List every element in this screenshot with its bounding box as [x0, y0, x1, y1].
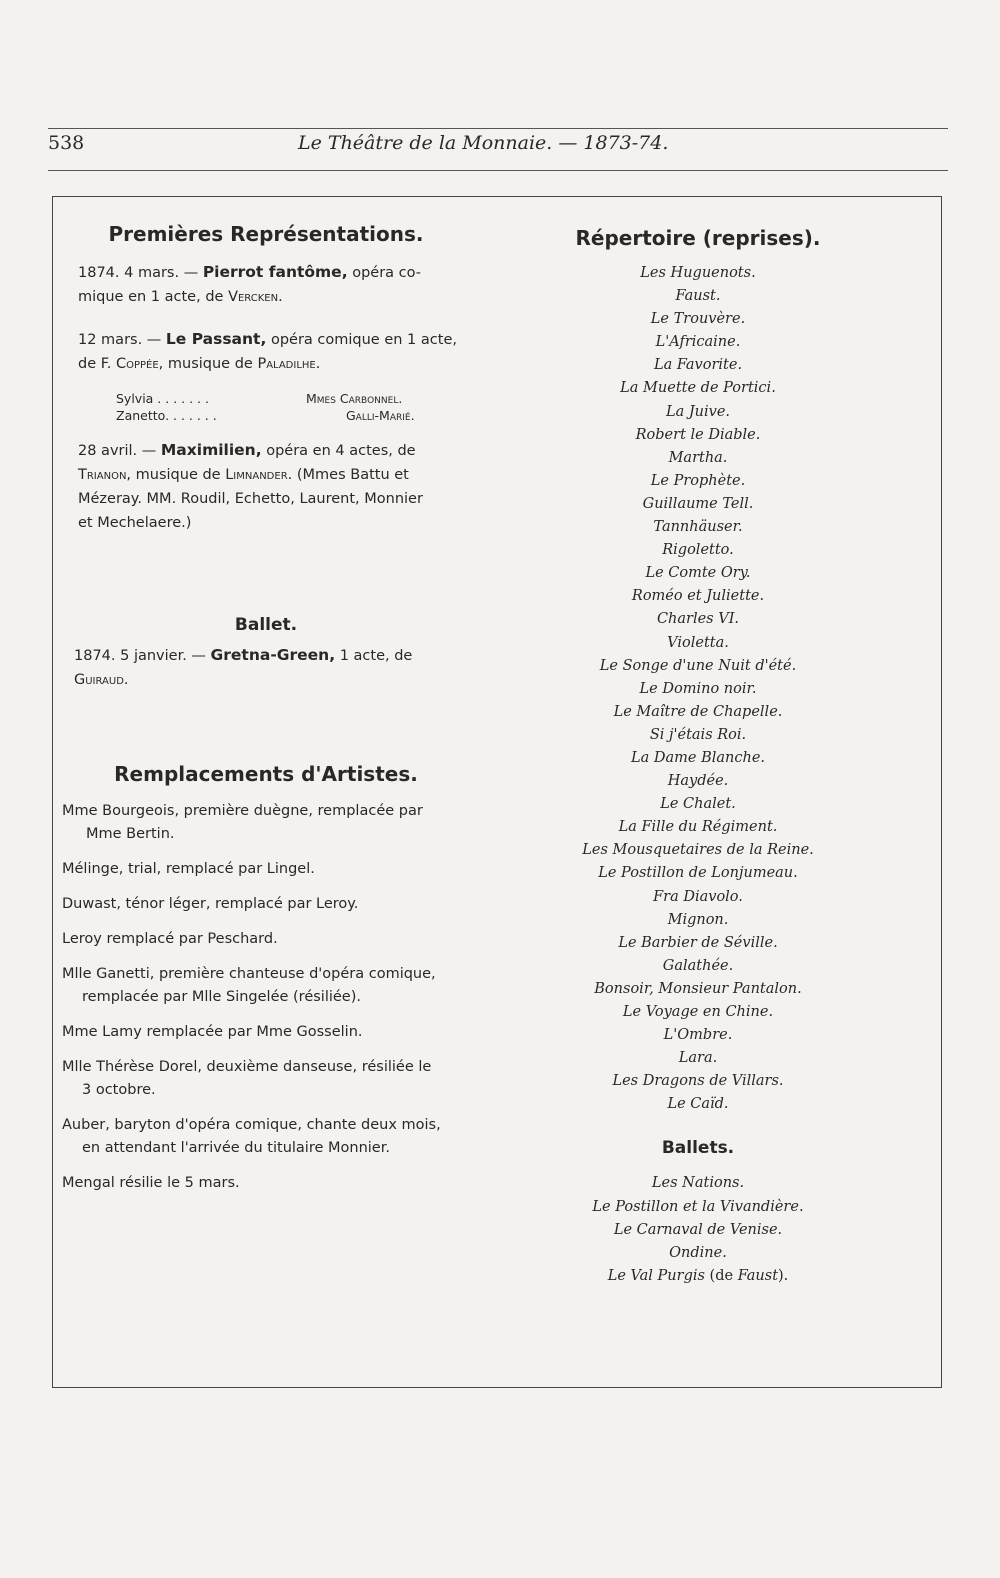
- repertoire-item: Le Voyage en Chine.: [622, 1004, 774, 1020]
- premieres-title: Premières Représentations.: [108, 222, 424, 246]
- ballets-item: Ondine.: [669, 1244, 727, 1261]
- repertoire-item: Les Huguenots.: [640, 265, 756, 281]
- repertoire-item: Le Comte Ory.: [645, 565, 751, 582]
- repertoire-item: Le Postillon de Lonjumeau.: [598, 865, 798, 882]
- remplacement-item: Mengal résilie le 5 mars.: [62, 1175, 240, 1191]
- ballets-item-last: Le Val Purgis (de Faust).: [607, 1267, 789, 1284]
- repertoire-title: Répertoire (reprises).: [575, 226, 821, 250]
- premiere-entry-3: 28 avril. — Maximilien, opéra en 4 actes, de Trianon, musique de Limnander. (Mmes Battu et Mézeray. MM. Roudil, Echetto, Laurent, Monnier et Mechelaere.): [78, 441, 423, 531]
- repertoire-item: Galathée.: [662, 957, 734, 974]
- remplacement-item: Mme Lamy remplacée par Mme Gosselin.: [62, 1024, 363, 1040]
- repertoire-item: Faust.: [675, 288, 721, 305]
- repertoire-item: Le Songe d'une Nuit d'été.: [599, 657, 797, 674]
- repertoire-item: Les Dragons de Villars.: [612, 1073, 784, 1090]
- repertoire-item: Le Chalet.: [660, 796, 736, 813]
- remplacement-item: Leroy remplacé par Peschard.: [62, 931, 278, 947]
- repertoire-item: L'Africaine.: [655, 334, 741, 351]
- repertoire-item: La Dame Blanche.: [630, 749, 766, 766]
- running-title: Le Théâtre de la Monnaie. — 1873-74.: [298, 132, 669, 154]
- repertoire-item: Haydée.: [667, 773, 729, 790]
- ballets-title: Ballets.: [661, 1138, 735, 1159]
- repertoire-item: Le Prophète.: [650, 472, 746, 489]
- repertoire-item: La Muette de Portici.: [620, 380, 776, 397]
- premiere-entry-1: 1874. 4 mars. — Pierrot fantôme, opéra co- mique en 1 acte, de Vercken.: [78, 263, 422, 305]
- repertoire-item: Le Caïd.: [667, 1096, 729, 1113]
- repertoire-list: [548, 262, 848, 1116]
- repertoire-item: La Favorite.: [653, 357, 743, 374]
- repertoire-item: Roméo et Juliette.: [631, 588, 765, 605]
- ballets-list: [548, 1172, 848, 1264]
- premiere-entry-2: 12 mars. — Le Passant, opéra comique en 1 acte, de F. Coppée, musique de Paladilhe.: [78, 330, 457, 372]
- repertoire-item: Si j'étais Roi.: [649, 726, 747, 743]
- ballet-entry: 1874. 5 janvier. — Gretna-Green, 1 acte, de Guiraud.: [74, 646, 413, 688]
- repertoire-item: Bonsoir, Monsieur Pantalon.: [594, 980, 802, 997]
- cast-row: Sylvia . . . . . . . Mmes Carbonnel.: [116, 391, 403, 406]
- repertoire-item: Le Maître de Chapelle.: [613, 703, 783, 720]
- repertoire-item: Violetta.: [667, 634, 729, 651]
- repertoire-item: Les Mousquetaires de la Reine.: [582, 842, 814, 859]
- repertoire-item: Le Barbier de Séville.: [618, 934, 778, 951]
- repertoire-item: Charles VI.: [656, 611, 740, 628]
- running-header: [48, 128, 948, 164]
- remplacement-item: Auber, baryton d'opéra comique, chante deux mois, en attendant l'arrivée du titulaire Monnier.: [62, 1117, 441, 1156]
- repertoire-item: Robert le Diable.: [635, 426, 761, 443]
- repertoire-item: Lara.: [678, 1050, 718, 1067]
- remplacement-item: Duwast, ténor léger, remplacé par Leroy.: [62, 896, 359, 912]
- repertoire-item: L'Ombre.: [663, 1027, 733, 1044]
- repertoire-item: La Fille du Régiment.: [618, 819, 778, 836]
- remplacement-item: Mélinge, trial, remplacé par Lingel.: [62, 861, 315, 877]
- repertoire-item: Le Domino noir.: [639, 680, 757, 697]
- remplacement-item: Mlle Ganetti, première chanteuse d'opéra comique, remplacée par Mlle Singelée (résiliée).: [62, 966, 436, 1005]
- repertoire-item: Tannhäuser.: [653, 519, 743, 536]
- header-rule-bottom: [48, 170, 948, 171]
- repertoire-item: Rigoletto.: [662, 542, 734, 559]
- remplacement-item: Mlle Thérèse Dorel, deuxième danseuse, résiliée le 3 octobre.: [62, 1059, 432, 1098]
- repertoire-item: Martha.: [668, 449, 728, 466]
- repertoire-item: La Juive.: [665, 403, 731, 420]
- right-column: [548, 222, 848, 1288]
- remplacement-item: Mme Bourgeois, première duègne, remplacée par Mme Bertin.: [62, 803, 423, 842]
- ballets-item: Le Postillon et la Vivandière.: [592, 1198, 804, 1215]
- repertoire-item: Fra Diavolo.: [653, 888, 743, 905]
- remplacements-title: Remplacements d'Artistes.: [114, 762, 418, 786]
- left-column: [56, 222, 476, 1195]
- repertoire-item: Guillaume Tell.: [642, 495, 754, 512]
- ballets-item: Le Carnaval de Venise.: [613, 1221, 783, 1238]
- cast-row: Zanetto. . . . . . . Galli-Marié.: [116, 408, 415, 423]
- cast-list: [116, 390, 476, 424]
- page-number: 538: [48, 132, 85, 154]
- repertoire-item: Le Trouvère.: [650, 311, 746, 328]
- repertoire-item: Mignon.: [667, 911, 729, 928]
- ballet-title: Ballet.: [234, 615, 298, 635]
- ballets-item: Les Nations.: [651, 1175, 745, 1192]
- remplacements-list: [62, 800, 476, 1195]
